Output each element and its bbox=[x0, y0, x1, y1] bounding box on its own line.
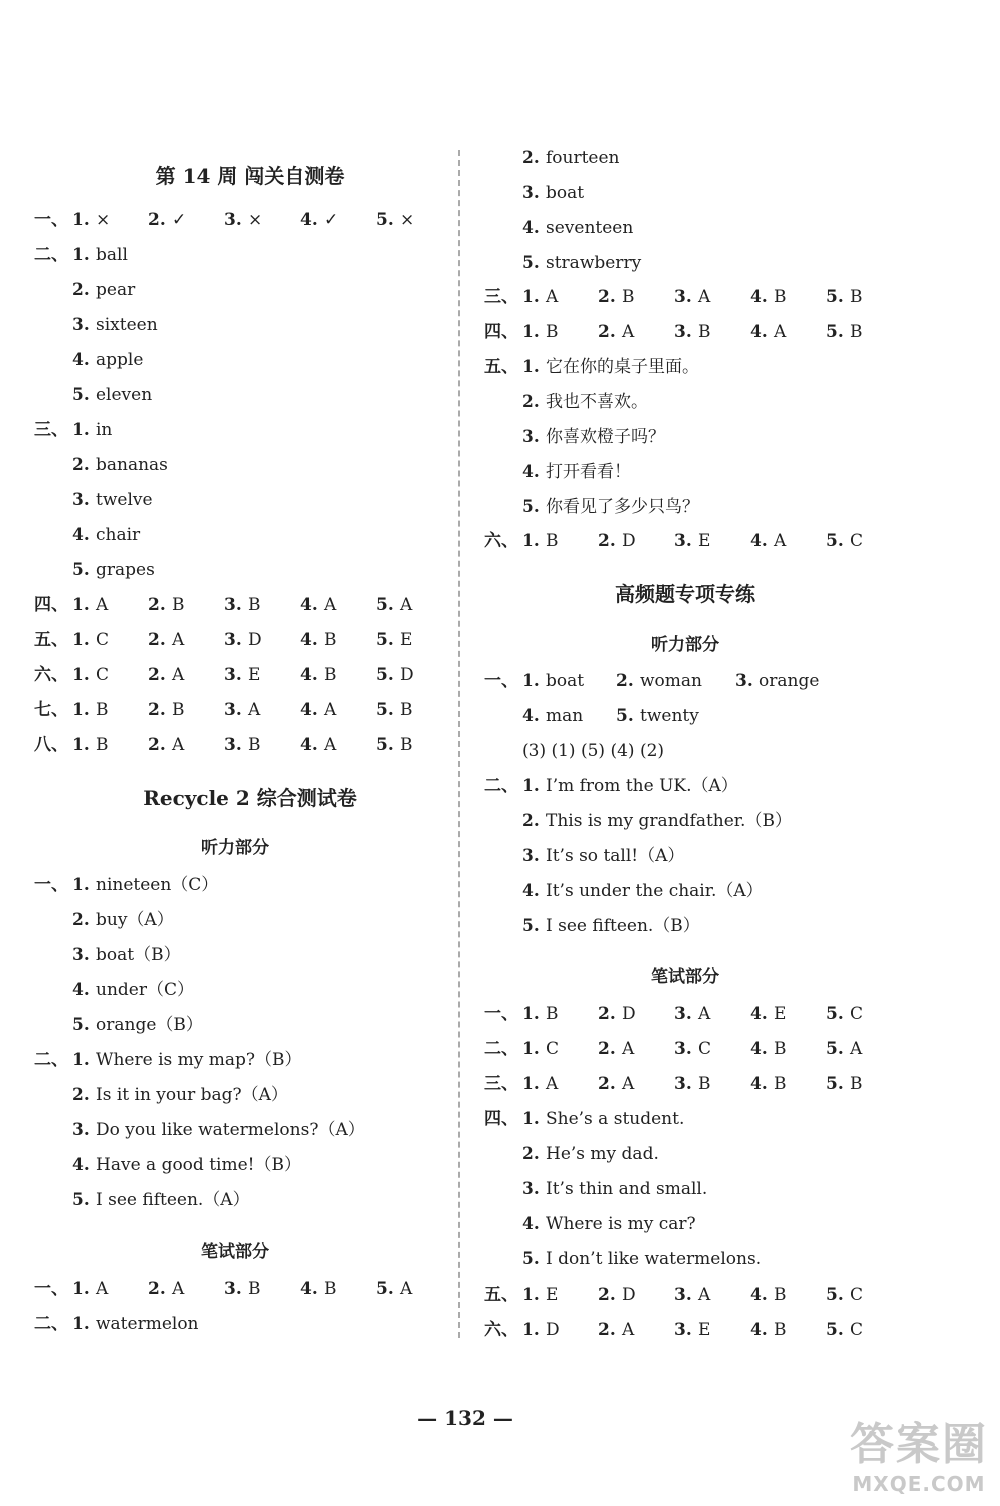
section-lead: 四、 bbox=[484, 322, 518, 342]
section-lead: 七、 bbox=[34, 700, 68, 720]
answer-value: This is my grandfather.（B） bbox=[546, 811, 792, 831]
answer-value: B bbox=[546, 531, 559, 551]
answer-number: 4. bbox=[750, 1004, 768, 1024]
answer-value: B bbox=[324, 665, 337, 685]
answer-value: B bbox=[774, 287, 787, 307]
answer-value: buy（A） bbox=[96, 910, 174, 930]
section-lead: 八、 bbox=[34, 735, 68, 755]
watermark-logo bbox=[850, 1408, 988, 1496]
answer-number: 4. bbox=[750, 322, 768, 342]
answer-number: 3. bbox=[224, 595, 242, 615]
answer-number: 1. bbox=[522, 1039, 540, 1059]
section-lead: 四、 bbox=[484, 1109, 518, 1129]
answer-number: 2. bbox=[148, 1279, 166, 1299]
answer-value: E bbox=[698, 1320, 711, 1340]
answer-number: 5. bbox=[376, 630, 394, 650]
answer-value: D bbox=[400, 665, 414, 685]
answer-value: sixteen bbox=[96, 315, 158, 335]
answer-value: seventeen bbox=[546, 218, 634, 238]
answer-value: B bbox=[172, 595, 185, 615]
answer-value: B bbox=[774, 1074, 787, 1094]
answer-value: A bbox=[248, 700, 261, 720]
answer-value: B bbox=[172, 700, 185, 720]
answer-value: B bbox=[96, 735, 109, 755]
answer-number: 2. bbox=[148, 665, 166, 685]
answer-number: 1. bbox=[522, 1109, 540, 1129]
answer-number: 4. bbox=[300, 735, 318, 755]
answer-value: B bbox=[400, 735, 413, 755]
answer-number: 5. bbox=[376, 700, 394, 720]
answer-number: 1. bbox=[72, 245, 90, 265]
answer-value: Do you like watermelons?（A） bbox=[96, 1120, 365, 1140]
answer-number: 4. bbox=[300, 665, 318, 685]
section-lead: 五、 bbox=[34, 630, 68, 650]
answer-number: 1. bbox=[522, 1074, 540, 1094]
answer-number: 2. bbox=[598, 287, 616, 307]
answer-value: × bbox=[400, 210, 415, 230]
answer-number: 5. bbox=[826, 287, 844, 307]
answer-value: I see fifteen.（A） bbox=[96, 1190, 250, 1210]
answer-value: Have a good time!（B） bbox=[96, 1155, 301, 1175]
answer-number: 2. bbox=[72, 1085, 90, 1105]
answer-value: apple bbox=[96, 350, 144, 370]
answer-number: 3. bbox=[674, 1004, 692, 1024]
answer-number: 2. bbox=[598, 1039, 616, 1059]
page-number: — 132 — bbox=[417, 1406, 513, 1430]
answer-number: 5. bbox=[376, 595, 394, 615]
answer-number: 4. bbox=[522, 1214, 540, 1234]
answer-number: 1. bbox=[522, 1320, 540, 1340]
listening-label: 听力部分 bbox=[651, 635, 719, 655]
answer-value: A bbox=[400, 1279, 413, 1299]
answer-number: 5. bbox=[72, 1015, 90, 1035]
answer-value: B bbox=[248, 735, 261, 755]
answer-value: ✓ bbox=[324, 210, 339, 230]
answer-number: 4. bbox=[750, 287, 768, 307]
answer-value: × bbox=[248, 210, 263, 230]
answer-number: 5. bbox=[376, 735, 394, 755]
answer-number: 1. bbox=[522, 287, 540, 307]
answer-number: 3. bbox=[72, 315, 90, 335]
answer-number: 4. bbox=[300, 595, 318, 615]
answer-number: 4. bbox=[300, 630, 318, 650]
answer-value: C bbox=[850, 531, 864, 551]
answer-number: 3. bbox=[522, 846, 540, 866]
answer-number: 1. bbox=[72, 420, 90, 440]
answer-value: B bbox=[850, 287, 863, 307]
answer-number: 4. bbox=[522, 706, 540, 726]
answer-value: Where is my map?（B） bbox=[96, 1050, 302, 1070]
answer-value: A bbox=[850, 1039, 863, 1059]
picture-order: (3) (1) (5) (4) (2) bbox=[522, 741, 665, 761]
answer-value: A bbox=[400, 595, 413, 615]
answer-number: 1. bbox=[72, 1314, 90, 1334]
recycle-title: Recycle 2 综合测试卷 bbox=[143, 786, 357, 810]
answer-value: A bbox=[324, 735, 337, 755]
answer-number: 2. bbox=[522, 148, 540, 168]
answer-value: chair bbox=[96, 525, 141, 545]
answer-value: B bbox=[324, 1279, 337, 1299]
answer-number: 1. bbox=[522, 322, 540, 342]
answer-value: B bbox=[324, 630, 337, 650]
answer-value: D bbox=[622, 1285, 636, 1305]
answer-value: A bbox=[172, 665, 185, 685]
answer-value: A bbox=[774, 322, 787, 342]
answer-number: 1. bbox=[522, 531, 540, 551]
section-lead: 五、 bbox=[484, 357, 518, 377]
answer-value: E bbox=[248, 665, 261, 685]
answer-number: 5. bbox=[826, 1039, 844, 1059]
answer-value: C bbox=[850, 1285, 864, 1305]
answer-number: 2. bbox=[598, 1004, 616, 1024]
answer-number: 5. bbox=[522, 253, 540, 273]
answer-number: 2. bbox=[598, 1285, 616, 1305]
answer-number: 1. bbox=[72, 735, 90, 755]
answer-number: 1. bbox=[72, 630, 90, 650]
answer-value: B bbox=[850, 322, 863, 342]
answer-value: D bbox=[248, 630, 262, 650]
answer-value: C bbox=[850, 1320, 864, 1340]
section-lead: 四、 bbox=[34, 595, 68, 615]
answer-value: ball bbox=[96, 245, 128, 265]
answer-number: 5. bbox=[826, 531, 844, 551]
section-lead: 二、 bbox=[34, 1314, 68, 1334]
answer-number: 3. bbox=[224, 1279, 242, 1299]
answer-value: × bbox=[96, 210, 111, 230]
answer-value: twelve bbox=[96, 490, 153, 510]
answer-value: A bbox=[698, 1004, 711, 1024]
answer-number: 4. bbox=[72, 350, 90, 370]
answer-number: 3. bbox=[735, 671, 753, 691]
high-frequency-title: 高频题专项专练 bbox=[615, 582, 755, 606]
answer-value: I see fifteen.（B） bbox=[546, 916, 700, 936]
answer-number: 5. bbox=[376, 665, 394, 685]
answer-value: eleven bbox=[96, 385, 153, 405]
answer-value: B bbox=[698, 1074, 711, 1094]
answer-value: B bbox=[400, 700, 413, 720]
answer-number: 1. bbox=[522, 671, 540, 691]
section-lead: 一、 bbox=[484, 671, 518, 691]
section-lead: 三、 bbox=[34, 420, 68, 440]
answer-number: 2. bbox=[148, 595, 166, 615]
answer-value: E bbox=[774, 1004, 787, 1024]
answer-number: 3. bbox=[224, 735, 242, 755]
answer-number: 3. bbox=[224, 630, 242, 650]
answer-value: A bbox=[622, 1320, 635, 1340]
answer-number: 3. bbox=[674, 1320, 692, 1340]
answer-value: A bbox=[622, 1074, 635, 1094]
answer-value: bananas bbox=[96, 455, 168, 475]
answer-number: 1. bbox=[522, 1004, 540, 1024]
answer-number: 5. bbox=[72, 1190, 90, 1210]
answer-number: 2. bbox=[522, 392, 540, 412]
answer-number: 2. bbox=[598, 1074, 616, 1094]
answer-number: 2. bbox=[72, 910, 90, 930]
answer-number: 1. bbox=[522, 1285, 540, 1305]
answer-value: B bbox=[546, 322, 559, 342]
answer-value: C bbox=[96, 665, 110, 685]
answer-number: 4. bbox=[750, 531, 768, 551]
section-lead: 五、 bbox=[484, 1285, 518, 1305]
answer-number: 3. bbox=[522, 427, 540, 447]
answer-number: 5. bbox=[826, 322, 844, 342]
answer-value: She’s a student. bbox=[546, 1109, 685, 1129]
answer-value: Where is my car? bbox=[546, 1214, 696, 1234]
answer-value: boat bbox=[546, 183, 585, 203]
answer-number: 4. bbox=[522, 881, 540, 901]
answer-value: C bbox=[698, 1039, 712, 1059]
answer-value: D bbox=[546, 1320, 560, 1340]
answer-value: A bbox=[774, 531, 787, 551]
answer-value: B bbox=[248, 595, 261, 615]
answer-number: 1. bbox=[72, 1279, 90, 1299]
answer-value: B bbox=[698, 322, 711, 342]
answer-value: boat（B） bbox=[96, 945, 181, 965]
answer-value: B bbox=[546, 1004, 559, 1024]
column-divider bbox=[458, 150, 460, 1338]
answer-value: He’s my dad. bbox=[546, 1144, 659, 1164]
section-lead: 一、 bbox=[34, 1279, 68, 1299]
answer-value: B bbox=[850, 1074, 863, 1094]
answer-number: 1. bbox=[72, 595, 90, 615]
answer-number: 5. bbox=[72, 560, 90, 580]
answer-value: B bbox=[96, 700, 109, 720]
answer-number: 2. bbox=[616, 671, 634, 691]
section-lead: 三、 bbox=[484, 1074, 518, 1094]
answer-value: A bbox=[96, 595, 109, 615]
section-lead: 六、 bbox=[484, 1320, 518, 1340]
section-lead: 三、 bbox=[484, 287, 518, 307]
answer-number: 5. bbox=[522, 497, 540, 517]
answer-value: C bbox=[850, 1004, 864, 1024]
answer-value: A bbox=[324, 700, 337, 720]
answer-number: 3. bbox=[674, 1074, 692, 1094]
answer-number: 4. bbox=[300, 1279, 318, 1299]
answer-number: 5. bbox=[376, 210, 394, 230]
section-lead: 二、 bbox=[34, 245, 68, 265]
answer-value: A bbox=[172, 630, 185, 650]
answer-value: woman bbox=[640, 671, 702, 691]
written-label: 笔试部分 bbox=[651, 967, 719, 987]
answer-number: 4. bbox=[72, 525, 90, 545]
answer-value: C bbox=[96, 630, 110, 650]
answer-value: B bbox=[248, 1279, 261, 1299]
answer-value: B bbox=[622, 287, 635, 307]
answer-number: 4. bbox=[300, 700, 318, 720]
answer-number: 3. bbox=[72, 490, 90, 510]
answer-number: 5. bbox=[826, 1320, 844, 1340]
answer-value: 你看见了多少只鸟？ bbox=[546, 497, 699, 517]
answer-number: 3. bbox=[674, 531, 692, 551]
section-lead: 二、 bbox=[34, 1050, 68, 1070]
answer-value: grapes bbox=[96, 560, 155, 580]
answer-number: 2. bbox=[598, 531, 616, 551]
answer-number: 1. bbox=[72, 1050, 90, 1070]
answer-number: 5. bbox=[826, 1004, 844, 1024]
answer-value: E bbox=[698, 531, 711, 551]
answer-value: orange（B） bbox=[96, 1015, 203, 1035]
answer-number: 3. bbox=[72, 1120, 90, 1140]
answer-value: A bbox=[324, 595, 337, 615]
answer-number: 1. bbox=[522, 776, 540, 796]
answer-value: ✓ bbox=[172, 210, 187, 230]
answer-number: 5. bbox=[72, 385, 90, 405]
answer-number: 5. bbox=[616, 706, 634, 726]
answer-number: 5. bbox=[522, 916, 540, 936]
answer-value: Is it in your bag?（A） bbox=[96, 1085, 288, 1105]
answer-number: 3. bbox=[674, 287, 692, 307]
section-lead: 二、 bbox=[484, 776, 518, 796]
answer-value: 我也不喜欢。 bbox=[546, 392, 648, 412]
answer-value: A bbox=[622, 1039, 635, 1059]
answer-value: fourteen bbox=[546, 148, 620, 168]
answer-value: E bbox=[546, 1285, 559, 1305]
answer-number: 1. bbox=[522, 357, 540, 377]
answer-value: C bbox=[546, 1039, 560, 1059]
answer-value: D bbox=[622, 1004, 636, 1024]
listening-label: 听力部分 bbox=[201, 838, 269, 858]
answer-value: A bbox=[698, 1285, 711, 1305]
answer-number: 4. bbox=[750, 1285, 768, 1305]
answer-value: in bbox=[96, 420, 113, 440]
answer-value: A bbox=[546, 1074, 559, 1094]
answer-value: strawberry bbox=[546, 253, 642, 273]
section-lead: 一、 bbox=[34, 210, 68, 230]
answer-number: 2. bbox=[148, 700, 166, 720]
written-label: 笔试部分 bbox=[201, 1242, 269, 1262]
answer-value: A bbox=[96, 1279, 109, 1299]
week-title: 第 14 周 闯关自测卷 bbox=[155, 164, 345, 188]
answer-value: man bbox=[546, 706, 584, 726]
answer-number: 3. bbox=[522, 1179, 540, 1199]
answer-number: 3. bbox=[674, 1285, 692, 1305]
answer-value: pear bbox=[96, 280, 136, 300]
section-lead: 一、 bbox=[484, 1004, 518, 1024]
answer-value: twenty bbox=[640, 706, 699, 726]
answer-number: 5. bbox=[826, 1285, 844, 1305]
section-lead: 六、 bbox=[34, 665, 68, 685]
answer-number: 4. bbox=[750, 1320, 768, 1340]
answer-value: 打开看看！ bbox=[546, 462, 631, 482]
answer-value: B bbox=[774, 1285, 787, 1305]
answer-number: 1. bbox=[72, 700, 90, 720]
answer-number: 4. bbox=[522, 462, 540, 482]
answer-value: boat bbox=[546, 671, 585, 691]
answer-number: 3. bbox=[674, 1039, 692, 1059]
answer-number: 3. bbox=[224, 665, 242, 685]
answer-value: I’m from the UK.（A） bbox=[546, 776, 738, 796]
answer-value: B bbox=[774, 1320, 787, 1340]
answer-value: watermelon bbox=[96, 1314, 199, 1334]
answer-value: A bbox=[546, 287, 559, 307]
section-lead: 一、 bbox=[34, 875, 68, 895]
answer-number: 5. bbox=[826, 1074, 844, 1094]
answer-number: 5. bbox=[376, 1279, 394, 1299]
answer-number: 2. bbox=[72, 280, 90, 300]
answer-number: 5. bbox=[522, 1249, 540, 1269]
answer-number: 3. bbox=[224, 210, 242, 230]
answer-number: 4. bbox=[72, 1155, 90, 1175]
answer-number: 1. bbox=[72, 210, 90, 230]
answer-number: 2. bbox=[522, 1144, 540, 1164]
answer-number: 4. bbox=[750, 1074, 768, 1094]
answer-value: I don’t like watermelons. bbox=[546, 1249, 762, 1269]
answer-number: 2. bbox=[148, 735, 166, 755]
answer-value: orange bbox=[759, 671, 820, 691]
answer-number: 2. bbox=[598, 322, 616, 342]
answer-number: 3. bbox=[72, 945, 90, 965]
answer-number: 2. bbox=[148, 630, 166, 650]
answer-number: 1. bbox=[72, 875, 90, 895]
answer-value: It’s so tall!（A） bbox=[546, 846, 685, 866]
answer-value: 你喜欢橙子吗？ bbox=[546, 427, 665, 447]
answer-value: A bbox=[698, 287, 711, 307]
watermark-line1: 答案圈 bbox=[850, 1419, 988, 1470]
answer-value: B bbox=[774, 1039, 787, 1059]
answer-number: 4. bbox=[750, 1039, 768, 1059]
answer-number: 3. bbox=[522, 183, 540, 203]
answer-value: It’s thin and small. bbox=[546, 1179, 708, 1199]
answer-number: 1. bbox=[72, 665, 90, 685]
answer-value: D bbox=[622, 531, 636, 551]
answer-number: 2. bbox=[148, 210, 166, 230]
section-lead: 二、 bbox=[484, 1039, 518, 1059]
answer-number: 3. bbox=[224, 700, 242, 720]
answer-number: 3. bbox=[674, 322, 692, 342]
answer-number: 2. bbox=[72, 455, 90, 475]
answer-value: 它在你的桌子里面。 bbox=[546, 357, 699, 377]
answer-number: 2. bbox=[522, 811, 540, 831]
answer-number: 2. bbox=[598, 1320, 616, 1340]
answer-value: E bbox=[400, 630, 413, 650]
answer-value: nineteen（C） bbox=[96, 875, 219, 895]
answer-value: A bbox=[622, 322, 635, 342]
answer-number: 4. bbox=[300, 210, 318, 230]
answer-number: 4. bbox=[522, 218, 540, 238]
section-lead: 六、 bbox=[484, 531, 518, 551]
answer-value: A bbox=[172, 735, 185, 755]
answer-value: under（C） bbox=[96, 980, 194, 1000]
answer-value: A bbox=[172, 1279, 185, 1299]
watermark-line2: MXQE.COM bbox=[852, 1472, 986, 1496]
answer-value: It’s under the chair.（A） bbox=[546, 881, 763, 901]
answer-number: 4. bbox=[72, 980, 90, 1000]
